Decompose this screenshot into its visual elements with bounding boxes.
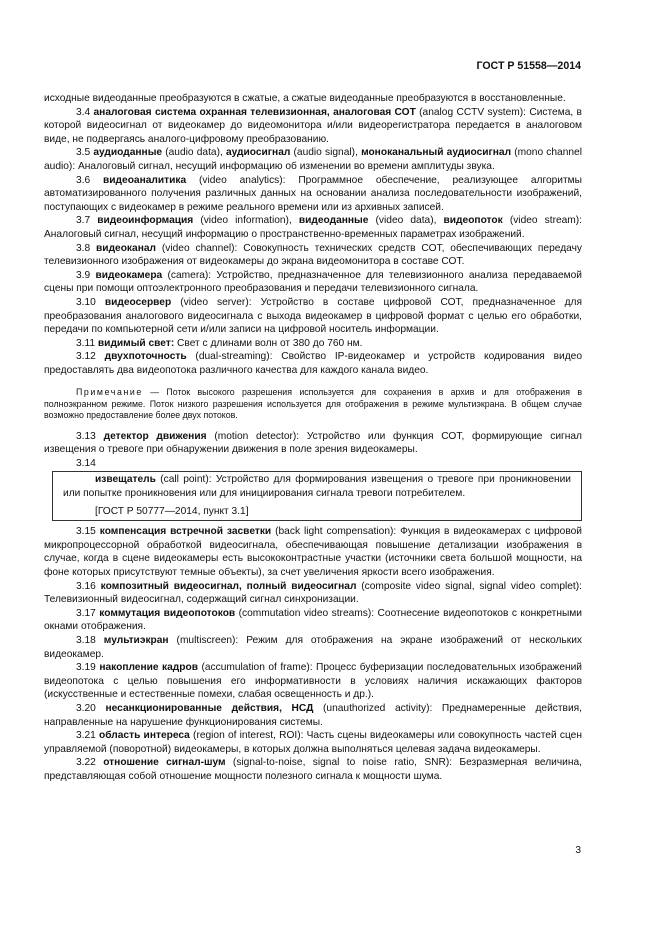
- term-definition: (video stream): Аналоговый сигнал, несущий информацию о пространственно-временных параметрах изображений.: [44, 215, 583, 240]
- term-3-14-box: [52, 471, 582, 521]
- standard-code-header: ГОСТ Р 51558—2014: [476, 60, 581, 72]
- term-definition: (composite video signal, signal video complet): Телевизионный видеосигнал, содержащий сигнал синхронизации.: [44, 580, 582, 606]
- term-name: аудиоданные: [93, 147, 163, 159]
- term-number: 3.8: [76, 242, 91, 254]
- term-name: детектор движения: [103, 430, 207, 442]
- term-name: отношение сигнал-шум: [103, 757, 226, 769]
- term-definition: (accumulation of frame): Процесс буферизации последовательных изображений видеопотока с целью повышения его информативности в условиях наличия искажающих факторов (искусственные и естественные помехи, слабая освещенность и др.).: [44, 662, 582, 701]
- term-name: видеоинформация: [97, 215, 194, 227]
- term-name: несанкционированные действия, НСД: [105, 702, 314, 714]
- term-definition: (multiscreen): Режим для отображения на экране изображений от нескольких видеокамер.: [44, 635, 582, 660]
- term-number: 3.18: [76, 635, 96, 646]
- term-name: аналоговая система охранная телевизионная, аналоговая СОТ: [93, 106, 416, 118]
- term-3-16: [44, 580, 582, 607]
- term-name: видеокамера: [95, 269, 163, 281]
- term-name: компенсация встречной засветки: [99, 526, 272, 538]
- term-name: накопление кадров: [99, 662, 198, 674]
- term-name: видеоаналитика: [103, 174, 187, 186]
- term-number: 3.16: [76, 580, 96, 592]
- term-text: (audio signal),: [290, 147, 362, 159]
- term-number: 3.9: [76, 269, 91, 281]
- term-number: 3.7: [76, 215, 91, 227]
- term-name: аудиосигнал: [225, 147, 291, 159]
- term-name: видимый свет:: [97, 337, 175, 349]
- term-name: видеосервер: [104, 296, 172, 308]
- term-number: 3.11: [76, 337, 96, 349]
- term-3-18: [44, 634, 582, 661]
- note-paragraph: [44, 387, 582, 421]
- term-number: 3.19: [76, 662, 96, 674]
- term-3-11: [44, 337, 582, 351]
- term-number: 3.5: [76, 147, 91, 159]
- term-3-8: [44, 242, 582, 269]
- term-3-5: [44, 146, 582, 173]
- continuation-paragraph: исходные видеоданные преобразуются в сжатые, а сжатые видеоданные преобразуются в восстановленные.: [44, 93, 566, 104]
- term-name: двухпоточность: [104, 351, 187, 363]
- term-3-17: [44, 607, 582, 634]
- term-definition: (video channel): Совокупность технических средств СОТ, обеспечивающих передачу телевизионного изображения от видеокамеры до экрана видеомонитора в составе СОТ.: [44, 242, 582, 268]
- term-number: 3.21: [76, 730, 96, 742]
- term-name: композитный видеосигнал, полный видеосигнал: [100, 580, 357, 592]
- term-number: 3.12: [76, 351, 96, 363]
- term-definition: (video server): Устройство в составе цифровой СОТ, предназначенное для преобразования аналогового видеосигнала с выхода видеокамер в цифровой формат с целью его обработки, передачи по компьютерной сети и/или записи на цифровой носитель информации.: [44, 296, 582, 336]
- term-name: моноканальный аудиосигнал: [361, 147, 512, 159]
- term-definition: (signal-to-noise, signal to noise ratio, SNR): Безразмерная величина, представляющая собой отношение мощности полезного сигнала к мощности шума.: [44, 757, 582, 782]
- term-number: 3.6: [76, 174, 91, 186]
- term-number: 3.22: [76, 757, 96, 769]
- term-definition: (video analytics): Программное обеспечение, реализующее алгоритмы автоматизированного получения различных данных на основании анализа последовательности изображений, поступающих с видеокамер в режиме реального времени или из архивных записей.: [44, 174, 582, 213]
- page-number: 3: [575, 845, 581, 856]
- term-definition: (mono channel audio): Аналоговый сигнал, несущий информацию об изменении во времени амплитуды звука.: [44, 147, 582, 172]
- term-3-12: [44, 350, 582, 377]
- term-number: 3.4: [76, 106, 91, 118]
- term-text: (video data),: [368, 215, 444, 227]
- term-definition: (unauthorized activity): Преднамеренные действия, направленные на нарушение функционирования системы.: [44, 702, 582, 728]
- term-3-15: [44, 525, 582, 579]
- term-name: мультиэкран: [103, 635, 169, 646]
- term-3-4: [44, 106, 582, 147]
- term-number: 3.13: [76, 430, 96, 442]
- term-3-14-number: 3.14: [76, 457, 96, 469]
- term-definition: (motion detector): Устройство или функция СОТ, формирующие сигнал извещения о тревоге при обнаружении движения в поле зрения видеокамеры.: [44, 430, 582, 456]
- term-3-20: [44, 702, 582, 729]
- term-number: 3.20: [76, 702, 96, 714]
- note-text: — Поток высокого разрешения используется для сохранения в архив и для отображения в полноэкранном режиме. Поток низкого разрешения используется для отображения в режиме мультиэкрана. В общем случае возможно предоставление более двух потоков.: [44, 387, 582, 421]
- document-body: [44, 92, 582, 784]
- term-3-7: [44, 214, 582, 241]
- term-name: область интереса: [99, 730, 190, 742]
- term-text: (audio data),: [162, 147, 226, 159]
- term-name: коммутация видеопотоков: [99, 607, 236, 619]
- term-name: видеопоток: [443, 215, 503, 227]
- term-definition: (analog CCTV system): Система, в которой видеосигнал от видеокамер до видеомонитора и/или видеорегистратора передается в аналоговом виде, не подвергаясь аналого-цифровому преобразованию.: [44, 106, 582, 145]
- term-definition: (region of interest, ROI): Часть сцены видеокамеры или совокупность частей сцен управляемой (поворотной) видеокамеры, в которых должна выполняться целевая задача видеокамеры.: [44, 730, 582, 755]
- term-definition: (camera): Устройство, предназначенное для телевизионного анализа передаваемой сцены при помощи оптоэлектронного преобразования и передачи телевизионного сигнала.: [44, 269, 582, 295]
- term-number: 3.17: [76, 607, 96, 619]
- term-3-6: [44, 174, 582, 215]
- term-3-22: [44, 756, 582, 783]
- term-3-14: [63, 473, 571, 500]
- term-text: (video information),: [193, 215, 299, 227]
- note-label: Примечание: [76, 387, 143, 398]
- term-3-10: [44, 296, 582, 337]
- term-number: 3.10: [76, 296, 96, 308]
- term-definition: (dual-streaming): Свойство IP-видеокамер и устройств кодирования видео предоставлять два видеопотока различного качества для каждого канала видео.: [44, 351, 582, 376]
- term-name: извещатель: [95, 474, 156, 486]
- term-name: видеоканал: [96, 242, 156, 254]
- term-definition: (commutation video streams): Соотнесение видеопотоков с конкретными окнами отображения.: [44, 607, 582, 633]
- term-definition: (back light compensation): Функция в видеокамерах с цифровой микропроцессорной обработкой видеосигнала, обеспечивающая повышение детализации изображения в случае, когда в сцене видеокамеры есть высококонтрастные участки (источники света большой мощности, на фоне которых присутствуют темные объекты), за счет увеличения яркости всего изображения.: [44, 526, 582, 579]
- term-name: видеоданные: [298, 215, 369, 227]
- term-3-19: [44, 661, 582, 702]
- term-3-21: [44, 729, 582, 756]
- term-source-reference: [ГОСТ Р 50777—2014, пункт 3.1]: [95, 505, 249, 517]
- term-definition: Свет с длинами волн от 380 до 760 нм.: [174, 337, 363, 349]
- term-3-9: [44, 269, 582, 296]
- term-number: 3.15: [76, 526, 96, 538]
- term-definition: (call point): Устройство для формирования извещения о тревоге при проникновении или попытке проникновения или для инициирования сигнала тревоги потребителем.: [63, 474, 571, 500]
- term-3-13: [44, 430, 582, 457]
